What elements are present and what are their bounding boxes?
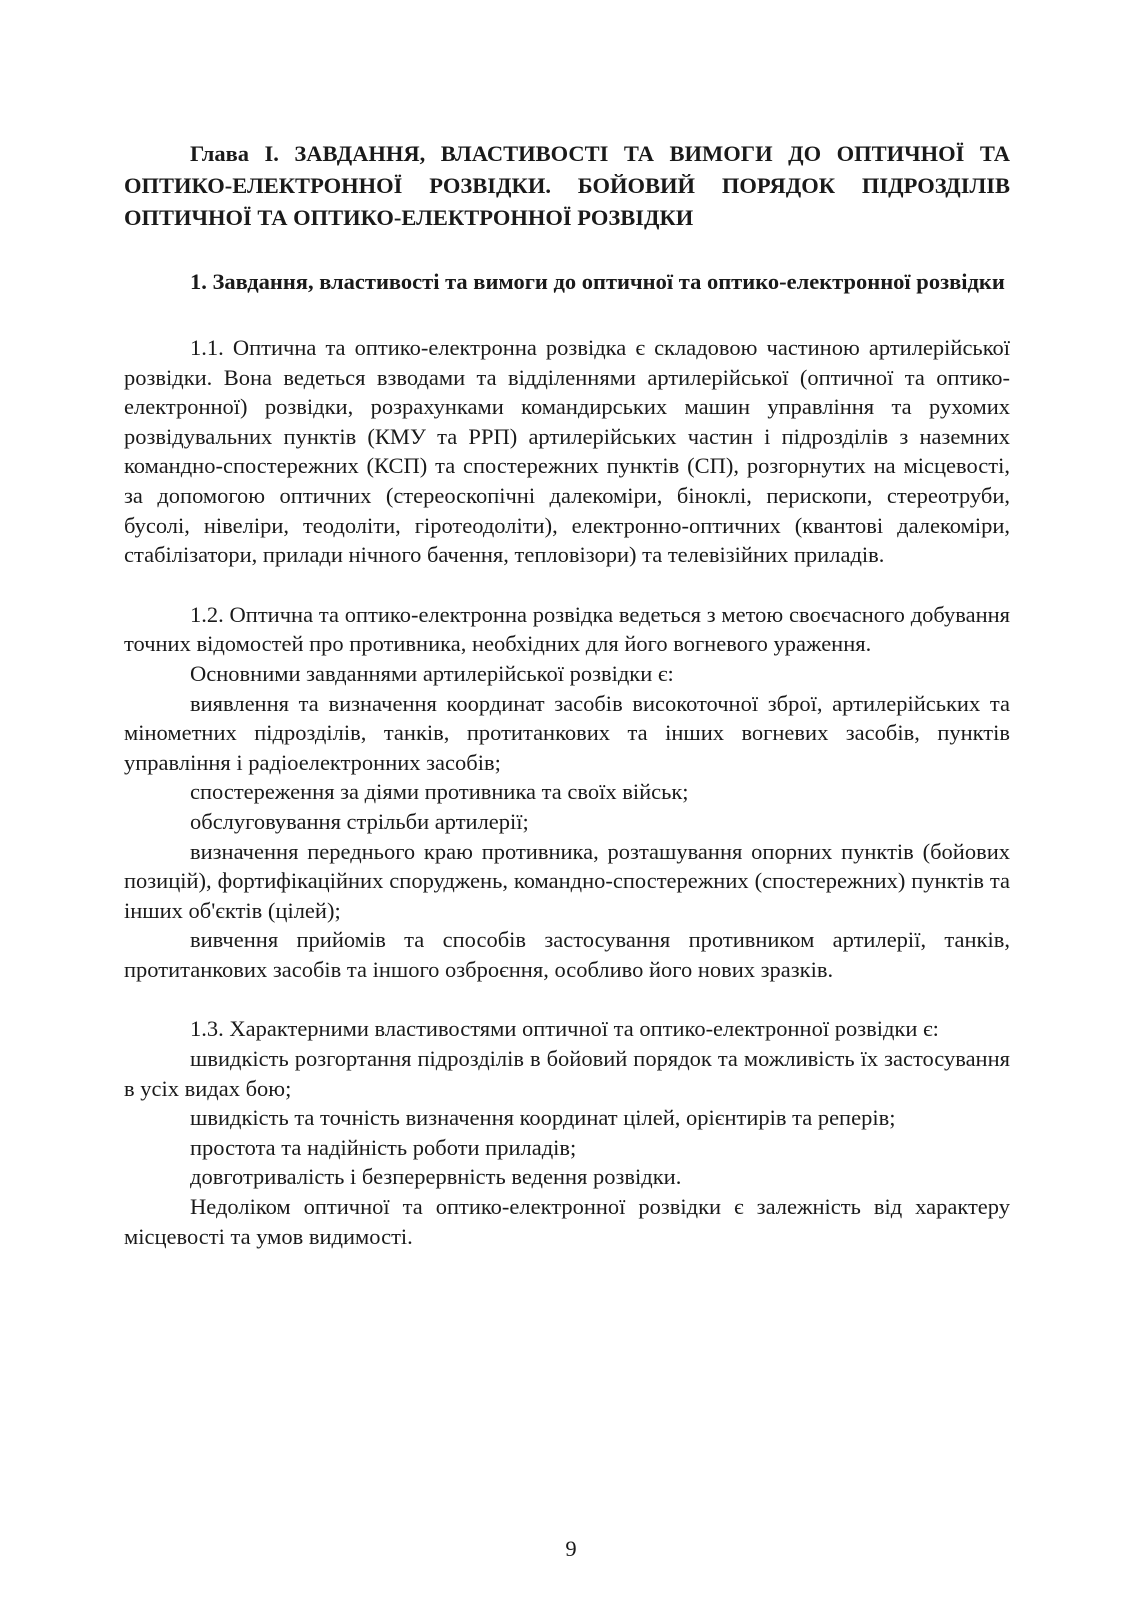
task-item-study-methods: вивчення прийомів та способів застосування противником артилерії, танків, протитанкових засобів та іншого озброєння, особливо його нових зразків. bbox=[124, 927, 1010, 982]
task-item-observation: спостереження за діями противника та своїх військ; bbox=[190, 779, 689, 805]
property-item-deployment: швидкість розгортання підрозділів в бойовий порядок та можливість їх застосування в усіх видах бою; bbox=[124, 1046, 1010, 1101]
property-item-accuracy: швидкість та точність визначення координат цілей, орієнтирів та реперів; bbox=[190, 1105, 896, 1131]
drawback-paragraph: Недоліком оптичної та оптико-електронної розвідки є залежність від характеру місцевості та умов видимості. bbox=[124, 1194, 1010, 1249]
task-item-front-line: визначення переднього краю противника, розташування опорних пунктів (бойових позицій), фортифікаційних споруджень, командно-спостережних (спостережних) пунктів та інших об'єктів (цілей); bbox=[124, 838, 1010, 923]
page-number: 9 bbox=[565, 1536, 577, 1561]
tasks-intro: Основними завданнями артилерійської розвідки є: bbox=[190, 660, 674, 686]
property-item-continuity: довготривалість і безперервність ведення розвідки. bbox=[190, 1164, 682, 1190]
task-item-fire-support: обслуговування стрільби артилерії; bbox=[190, 808, 529, 834]
paragraph-1-3: 1.3. Характерними властивостями оптичної та оптико-електронної розвідки є: bbox=[190, 1016, 939, 1042]
paragraph-1-2: 1.2. Оптична та оптико-електронна розвідка ведеться з метою своєчасного добування точних відомостей про противника, необхідних для його вогневого ураження. bbox=[124, 601, 1010, 657]
section-title: 1. Завдання, властивості та вимоги до оптичної та оптико-електронної розвідки bbox=[190, 269, 1005, 294]
page-content bbox=[124, 138, 1010, 1251]
chapter-title: Глава І. ЗАВДАННЯ, ВЛАСТИВОСТІ ТА ВИМОГИ ДО ОПТИЧНОЇ ТА ОПТИКО-ЕЛЕКТРОННОЇ РОЗВІДКИ. БОЙОВИЙ ПОРЯДОК ПІДРОЗДІЛІВ ОПТИЧНОЇ ТА ОПТИКО-ЕЛЕКТРОННОЇ РОЗВІДКИ bbox=[124, 141, 1010, 230]
property-item-reliability: простота та надійність роботи приладів; bbox=[190, 1134, 577, 1160]
task-item-detection: виявлення та визначення координат засобів високоточної зброї, артилерійських та мінометних підрозділів, танків, протитанкових та інших вогневих засобів, пунктів управління і радіоелектронних засобів; bbox=[124, 690, 1010, 775]
paragraph-1-1: 1.1. Оптична та оптико-електронна розвідка є складовою частиною артилерійської розвідки. Вона ведеться взводами та відділеннями артилерійської (оптичної та оптико-електронної) розвідки, розрахунками командирських машин управління та рухомих розвідувальних пунктів (КМУ та РРП) артилерійських частин і підрозділів з наземних командно-спостережних (КСП) та спостережних пунктів (СП), розгорнутих на місцевості, за допомогою оптичних (стереоскопічні далекоміри, біноклі, перископи, стереотруби, бусолі, нівеліри, теодоліти, гіротеодоліти), електронно-оптичних (квантові далекоміри, стабілізатори, прилади нічного бачення, тепловізори) та телевізійних приладів. bbox=[124, 335, 1010, 568]
